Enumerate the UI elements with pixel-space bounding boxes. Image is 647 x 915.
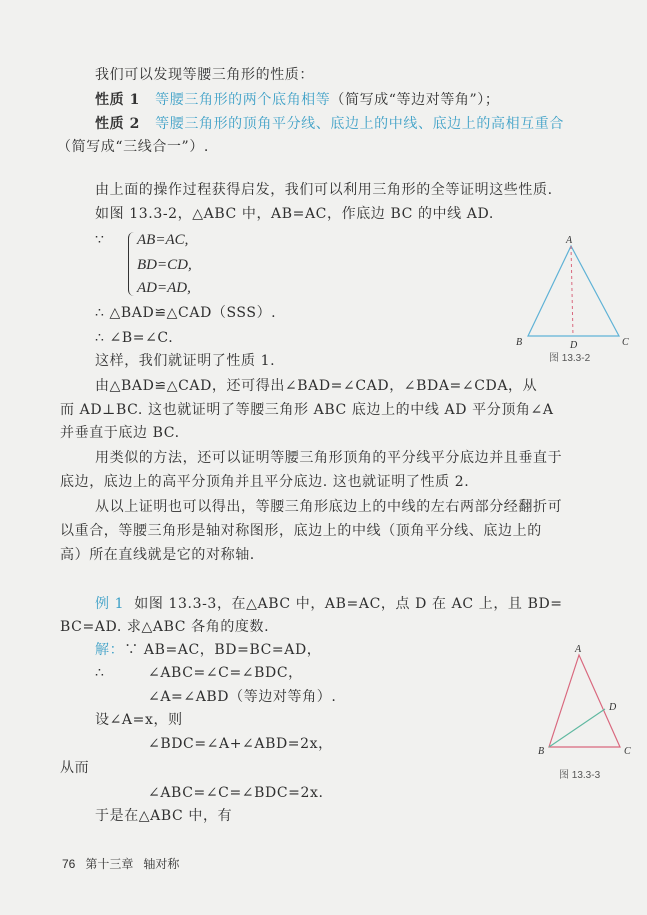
label-c: C [624, 746, 631, 757]
solution-step: ∵ AB=AC，BD=BC=AD， [124, 642, 322, 658]
label-a: A [575, 644, 582, 655]
paragraph-line: 以重合，等腰三角形是轴对称图形，底边上的中线（顶角平分线、底边上的 [60, 523, 542, 539]
paragraph-line: 高）所在直线就是它的对称轴. [60, 547, 255, 563]
because-symbol: ∵ [95, 232, 105, 248]
property-1-label: 性质 1 [95, 92, 141, 108]
system-eq: AB=AC, [137, 232, 189, 248]
solution-step: ∴ [95, 665, 105, 681]
property-1-text: 等腰三角形的两个底角相等 [155, 92, 331, 108]
figure-2-caption: 图 13.3-3 [559, 770, 601, 781]
chapter-title: 轴对称 [143, 857, 180, 871]
property-2-note: （简写成“三线合一”）. [57, 139, 209, 155]
label-d: D [570, 340, 578, 351]
paragraph-line: 用类似的方法，还可以证明等腰三角形顶角的平分线平分底边并且垂直于 [95, 450, 563, 466]
label-c: C [622, 337, 629, 348]
example-text: 如图 13.3-3，在△ABC 中，AB=AC，点 D 在 AC 上，且 BD= [134, 596, 563, 612]
figure-13-3-3 [538, 644, 631, 757]
paragraph-line: 这样，我们就证明了性质 1. [95, 353, 276, 369]
figure-13-3-2 [516, 235, 629, 351]
solution-step: ∠ABC=∠C=∠BDC， [148, 665, 303, 681]
page-footer [62, 855, 179, 872]
property-1-note: （简写成“等边对等角”）； [330, 92, 500, 108]
example-line [95, 595, 563, 613]
label-d: D [609, 702, 617, 713]
therefore-line: ∴ △BAD≌△CAD（SSS）. [95, 305, 277, 321]
page-number: 76 [62, 857, 76, 871]
solution-line [95, 641, 321, 659]
solution-step: ∠A=∠ABD（等边对等角）. [148, 689, 337, 705]
solution-step: ∠BDC=∠A+∠ABD=2x， [148, 736, 333, 752]
paragraph-line: 底边，底边上的高平分顶角并且平分底边. 这也就证明了性质 2. [60, 474, 470, 490]
solution-step: 从而 [60, 760, 90, 776]
median-ad [571, 246, 573, 336]
chapter-label: 第十三章 [85, 857, 134, 871]
triangle-abc [528, 246, 619, 336]
intro-text: 我们可以发现等腰三角形的性质： [95, 67, 314, 83]
label-b: B [538, 746, 545, 757]
segment-bd [549, 709, 605, 747]
paragraph-line: 从以上证明也可以得出，等腰三角形底边上的中线的左右两部分经翻折可 [95, 499, 563, 515]
property-2-text: 等腰三角形的顶角平分线、底边上的中线、底边上的高相互重合 [155, 116, 564, 132]
solution-step: ∠ABC=∠C=∠BDC=2x. [148, 785, 324, 801]
proof-line: 由上面的操作过程获得启发，我们可以利用三角形的全等证明这些性质. [95, 182, 553, 198]
label-a: A [566, 235, 573, 246]
property-2-label: 性质 2 [95, 116, 141, 132]
solution-label: 解： [95, 642, 125, 658]
system-eq: AD=AD, [137, 280, 191, 296]
paragraph-line: 而 AD⊥BC. 这也就证明了等腰三角形 ABC 底边上的中线 AD 平分顶角∠A [60, 402, 554, 418]
solution-step: 设∠A=x，则 [95, 712, 183, 728]
label-b: B [516, 337, 523, 348]
proof-line: 如图 13.3-2，△ABC 中，AB=AC，作底边 BC 的中线 AD. [95, 206, 494, 222]
system-eq: BD=CD, [137, 257, 192, 273]
example-label: 例 1 [95, 596, 125, 612]
figure-1-caption: 图 13.3-2 [549, 353, 591, 364]
therefore-line: ∴ ∠B=∠C. [95, 330, 174, 346]
triangle-abc [549, 655, 620, 747]
example-line: BC=AD. 求△ABC 各角的度数. [60, 619, 270, 635]
paragraph-line: 由△BAD≌△CAD，还可得出∠BAD=∠CAD，∠BDA=∠CDA，从 [95, 378, 538, 394]
solution-step: 于是在△ABC 中，有 [95, 808, 233, 824]
paragraph-line: 并垂直于底边 BC. [60, 425, 180, 441]
